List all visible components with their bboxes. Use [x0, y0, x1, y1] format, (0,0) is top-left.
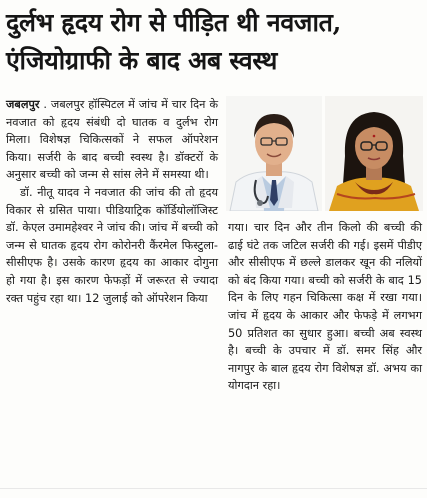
- woman-photo: [325, 96, 423, 211]
- article-paragraph: जबलपुर . जबलपुर हॉस्पिटल में जांच में चार दिन के नवजात को हृदय संबंधी दो घातक व दुर्लभ रोग मिला। विशेषज्ञ चिकित्सकों ने सफल ऑपरेशन किया। सर्जरी के बाद बच्ची स्वस्थ है। डॉक्टरों के अनुसार बच्ची को जन्म से सांस लेने में समस्या थी।: [6, 98, 218, 182]
- article-paragraph: डॉ. नीतू यादव ने नवजात की जांच की तो हृदय विकार से ग्रसित पाया। पीडियाट्रिक कॉर्डियोलॉजिस्ट डॉ. केएल उमामहेश्वर ने जांच की। जांच में बच्ची को जन्म से घातक हृदय रोग कोरोनरी कैंरमेल फिस्टुला-सीसीएफ है। उसके कारण हृदय का आकार दोगुना हो गया है। इस कारण फेफड़ों में जरूरत से ज्यादा रक्त पहुंच रहा था। 12 जुलाई को ऑपरेशन किया: [6, 185, 218, 305]
- headline-line-2: एंजियोग्राफी के बाद अब स्वस्थ: [6, 46, 277, 75]
- article-column-left: [6, 96, 218, 307]
- dateline: जबलपुर: [6, 98, 40, 111]
- doctor-portrait-icon: [226, 96, 322, 211]
- article-column-right: [228, 219, 422, 395]
- article-paragraph-text: जबलपुर हॉस्पिटल में जांच में चार दिन के नवजात को हृदय संबंधी दो घातक व दुर्लभ रोग मिला। विशेषज्ञ चिकित्सकों ने सफल ऑपरेशन किया। सर्जरी के बाद बच्ची स्वस्थ है। डॉक्टरों के अनुसार बच्ची को जन्म से सांस लेने में समस्या थी।: [6, 98, 218, 182]
- bottom-divider: [0, 488, 427, 489]
- woman-portrait-icon: [325, 96, 423, 211]
- headline-line-1: दुर्लभ हृदय रोग से पीड़ित थी नवजात,: [6, 8, 342, 37]
- article-paragraph: गया। चार दिन और तीन किलो की बच्ची की ढाई घंटे तक जटिल सर्जरी की गई। इसमें पीडीए और सीसीएफ में छल्ले डालकर खून की नलियों को बंद किया गया। बच्ची को सर्जरी के बाद 15 दिन के लिए गहन चिकित्सा कक्ष में रखा गया। जांच में हृदय के आकार और फेफड़े में लगभग 50 प्रतिशत का सुधार हुआ। बच्ची अब स्वस्थ है। बच्ची के उपचार में डॉ. समर सिंह और नागपुर के बाल हृदय रोग विशेषज्ञ डॉ. अभय का योगदान रहा।: [228, 221, 422, 393]
- doctor-photo: [226, 96, 322, 211]
